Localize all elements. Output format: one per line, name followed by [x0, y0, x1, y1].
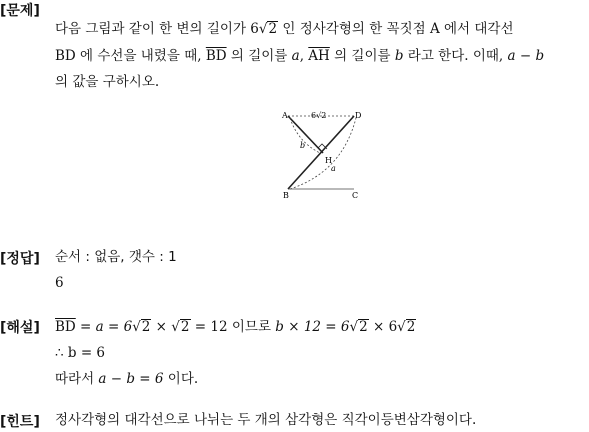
explanation-line-3: 따라서 a − b = 6 이다.: [55, 371, 199, 387]
segment-ah-line: [288, 116, 323, 153]
answer-order-count: 순서 : 없음, 갯수 : 1: [55, 249, 177, 265]
vertex-b-label: B: [283, 191, 289, 200]
segment-bd: $\overline{BD}$: [205, 48, 227, 64]
hint-text: 정사각형의 대각선으로 나뉘는 두 개의 삼각형은 직각이등변삼각형이다.: [55, 412, 477, 428]
explanation-label: [해설]: [0, 320, 40, 336]
explanation-line-2: ∴ b = 6: [55, 345, 106, 361]
square-diagram: [276, 106, 366, 202]
a-length-label: a: [331, 164, 336, 173]
side-length-label: 6√2: [311, 111, 327, 120]
point-h-label: H: [325, 156, 332, 165]
problem-line-3: 의 값을 구하시오.: [55, 74, 160, 90]
segment-ah: $\overline{AH}$: [308, 48, 330, 64]
b-length-label: b: [300, 141, 306, 150]
problem-label: [문제]: [0, 3, 40, 19]
vertex-a-label: A: [282, 111, 288, 120]
answer-label: [정답]: [0, 251, 40, 267]
hint-label: [힌트]: [0, 414, 40, 430]
answer-value: 6: [55, 275, 64, 291]
explanation-line-1: $\overline{BD} = a = 6√2 \times √2 = 12$ 이므로 b × 12 = 6√2 × 6√2: [55, 319, 416, 335]
problem-line-1: 다음 그림과 같이 한 변의 길이가 6√2 인 정사각형의 한 꼭짓점 A 에서 대각선: [55, 21, 514, 37]
vertex-d-label: D: [355, 111, 362, 120]
problem-line-2: BD 에 수선을 내렸을 때, $\overline{BD}$ 의 길이를 a, $\overline{AH}$ 의 길이를 b 라고 한다. 이때, a − b: [55, 48, 545, 64]
vertex-c-label: C: [352, 191, 359, 200]
